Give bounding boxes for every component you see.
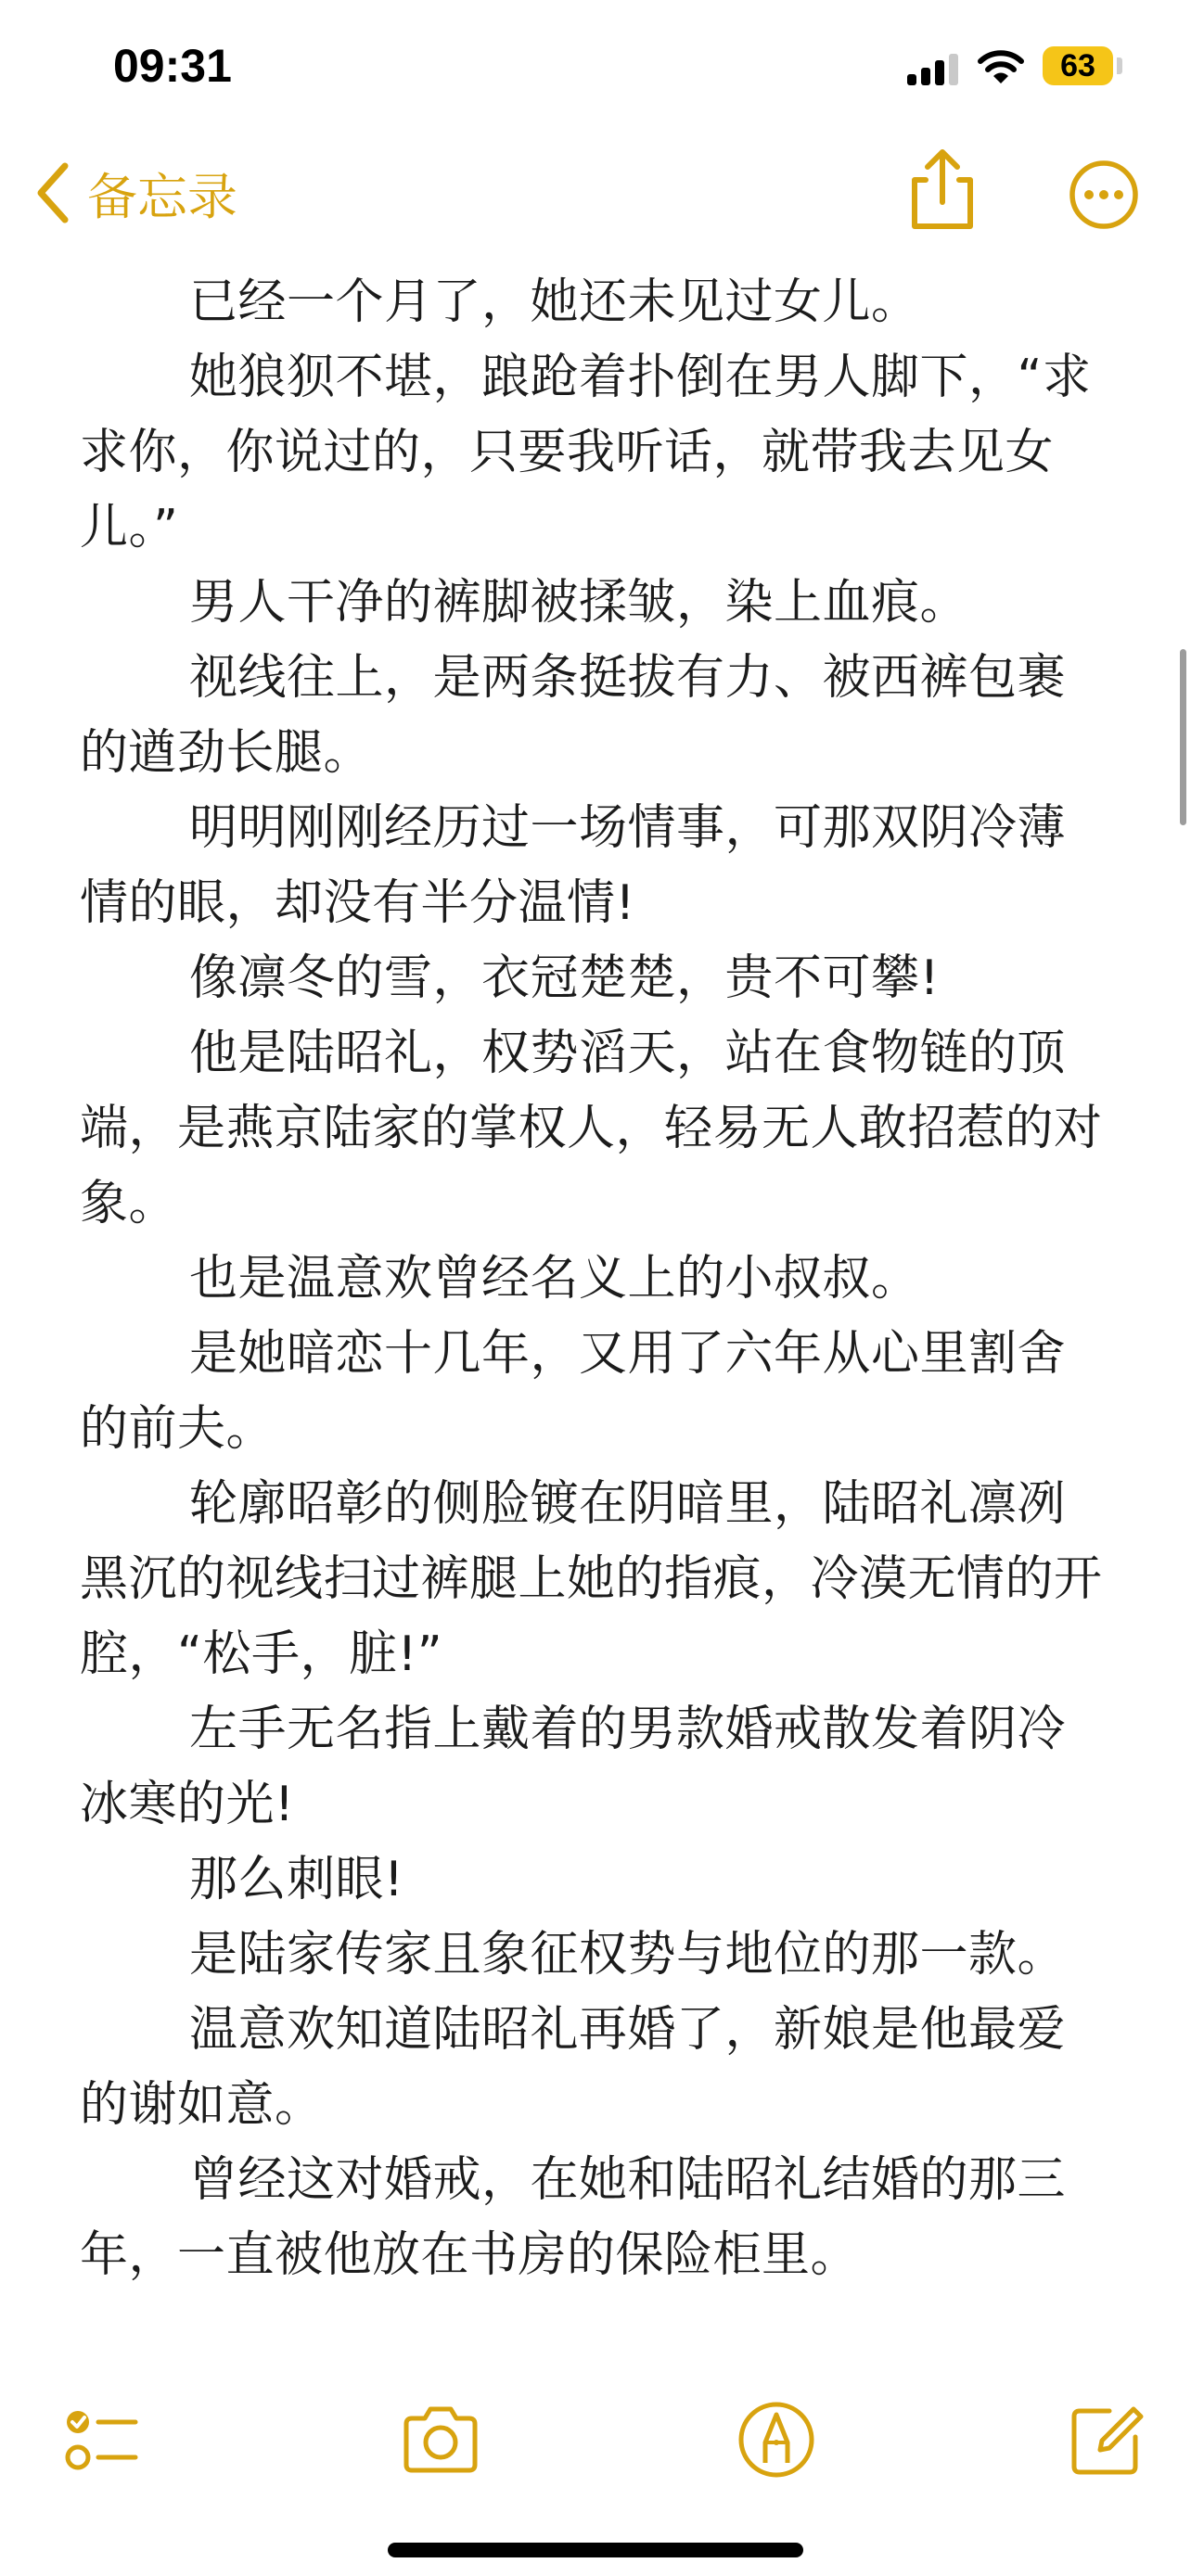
note-paragraph: 她狼狈不堪，踉跄着扑倒在男人脚下，“求求你，你说过的，只要我听话，就带我去见女儿。” <box>80 350 1092 555</box>
note-paragraph: 左手无名指上戴着的男款婚戒散发着阴冷冰寒的光! <box>80 1702 1067 1832</box>
cellular-signal-icon <box>907 52 959 85</box>
wifi-icon <box>978 48 1024 85</box>
note-paragraph: 已经一个月了，她还未见过女儿。 <box>189 274 920 330</box>
status-bar <box>0 0 1191 121</box>
markup-pen-icon[interactable] <box>735 2398 818 2481</box>
scroll-indicator[interactable] <box>1180 649 1186 825</box>
note-paragraph: 视线往上，是两条挺拔有力、被西裤包裹的遒劲长腿。 <box>80 650 1067 781</box>
battery-level: 63 <box>1043 46 1113 85</box>
checklist-icon[interactable] <box>58 2398 141 2481</box>
note-paragraph: 明明刚刚经历过一场情事，可那双阴冷薄情的眼，却没有半分温情! <box>80 800 1067 931</box>
note-paragraph: 是陆家传家且象征权势与地位的那一款。 <box>189 1927 1067 1983</box>
compose-icon[interactable] <box>1065 2398 1148 2481</box>
note-body[interactable] <box>80 265 1111 2293</box>
camera-icon[interactable] <box>399 2398 482 2481</box>
home-indicator[interactable] <box>388 2543 803 2557</box>
status-time: 09:31 <box>113 40 232 92</box>
bottom-toolbar <box>0 2383 1191 2485</box>
note-paragraph: 温意欢知道陆昭礼再婚了，新娘是他最爱的谢如意。 <box>80 2002 1067 2133</box>
battery-tip <box>1117 57 1122 74</box>
chevron-left-icon <box>33 160 74 225</box>
note-paragraph: 男人干净的裤脚被揉皱，染上血痕。 <box>189 575 969 631</box>
navigation-bar <box>0 139 1191 250</box>
ellipsis-circle-icon[interactable] <box>1069 159 1139 230</box>
note-paragraph: 轮廓昭彰的侧脸镀在阴暗里，陆昭礼凛冽黑沉的视线扫过裤腿上她的指痕，冷漠无情的开腔，“松手，脏!” <box>80 1476 1103 1682</box>
back-button[interactable] <box>33 156 237 230</box>
share-icon[interactable] <box>905 148 980 232</box>
note-paragraph: 曾经这对婚戒，在她和陆昭礼结婚的那三年，一直被他放在书房的保险柜里。 <box>80 2152 1067 2283</box>
note-paragraph: 也是温意欢曾经名义上的小叔叔。 <box>189 1251 920 1307</box>
back-label: 备忘录 <box>87 167 237 226</box>
note-paragraph: 他是陆昭礼，权势滔天，站在食物链的顶端，是燕京陆家的掌权人，轻易无人敢招惹的对象。 <box>80 1026 1103 1231</box>
note-paragraph: 那么刺眼! <box>189 1852 404 1907</box>
note-paragraph: 像凛冬的雪，衣冠楚楚，贵不可攀! <box>189 950 940 1006</box>
note-paragraph: 是她暗恋十几年，又用了六年从心里割舍的前夫。 <box>80 1326 1067 1457</box>
